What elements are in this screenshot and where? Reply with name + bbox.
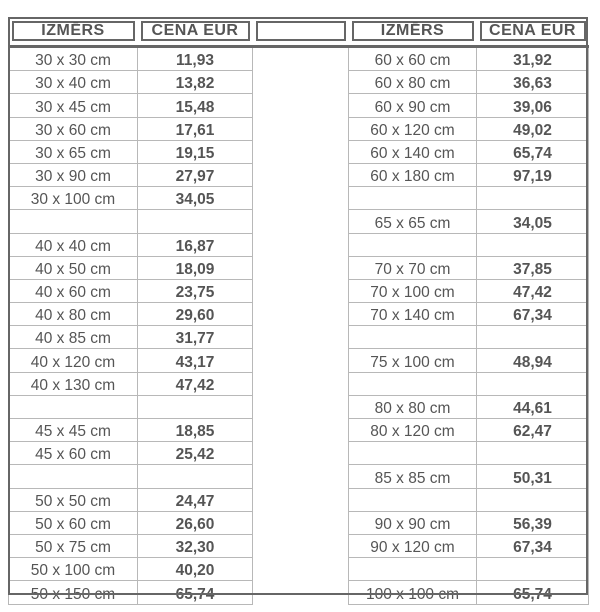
price-cell-right: 31,92 xyxy=(477,47,589,71)
size-cell-left: 40 x 80 cm xyxy=(9,303,138,326)
size-cell-right: 80 x 80 cm xyxy=(349,395,477,418)
price-cell-left: 65,74 xyxy=(138,581,253,604)
size-cell-left: 40 x 85 cm xyxy=(9,326,138,349)
price-cell-left: 40,20 xyxy=(138,558,253,581)
price-cell-right: 39,06 xyxy=(477,94,589,117)
size-cell-left: 50 x 150 cm xyxy=(9,581,138,604)
size-cell-right: 90 x 120 cm xyxy=(349,534,477,557)
price-cell-right: 34,05 xyxy=(477,210,589,233)
price-cell-right: 67,34 xyxy=(477,534,589,557)
size-cell-left: 30 x 45 cm xyxy=(9,94,138,117)
price-cell-left: 29,60 xyxy=(138,303,253,326)
size-cell-right: 65 x 65 cm xyxy=(349,210,477,233)
price-cell-left: 19,15 xyxy=(138,140,253,163)
price-cell-right: 67,34 xyxy=(477,303,589,326)
price-cell-right: 97,19 xyxy=(477,163,589,186)
price-cell-left: 34,05 xyxy=(138,187,253,210)
size-cell-left: 40 x 40 cm xyxy=(9,233,138,256)
price-cell-left: 47,42 xyxy=(138,372,253,395)
size-cell-left: 30 x 60 cm xyxy=(9,117,138,140)
price-cell-left: 26,60 xyxy=(138,511,253,534)
size-cell-right: 60 x 60 cm xyxy=(349,47,477,71)
size-cell-left: 40 x 120 cm xyxy=(9,349,138,372)
size-cell-right: 75 x 100 cm xyxy=(349,349,477,372)
size-cell-left: 30 x 40 cm xyxy=(9,71,138,94)
price-cell-left: 32,30 xyxy=(138,534,253,557)
price-cell-left: 43,17 xyxy=(138,349,253,372)
price-cell-right: 65,74 xyxy=(477,581,589,604)
size-cell-right: 70 x 140 cm xyxy=(349,303,477,326)
price-cell-left: 13,82 xyxy=(138,71,253,94)
header-size-left: IZMĒRS xyxy=(9,17,138,47)
table-frame xyxy=(8,17,588,595)
header-size-right: IZMĒRS xyxy=(349,17,477,47)
price-cell-left: 31,77 xyxy=(138,326,253,349)
size-cell-right: 60 x 180 cm xyxy=(349,163,477,186)
size-cell-right: 85 x 85 cm xyxy=(349,465,477,488)
size-cell-left: 30 x 90 cm xyxy=(9,163,138,186)
size-cell-right: 60 x 140 cm xyxy=(349,140,477,163)
price-cell-right: 47,42 xyxy=(477,279,589,302)
header-price-right: CENA EUR xyxy=(477,17,589,47)
header-price-left: CENA EUR xyxy=(138,17,253,47)
price-cell-right: 56,39 xyxy=(477,511,589,534)
size-cell-right: 70 x 70 cm xyxy=(349,256,477,279)
size-cell-right: 100 x 100 cm xyxy=(349,581,477,604)
size-cell-left: 45 x 45 cm xyxy=(9,419,138,442)
size-cell-left: 30 x 65 cm xyxy=(9,140,138,163)
size-cell-right: 70 x 100 cm xyxy=(349,279,477,302)
size-cell-left: 50 x 60 cm xyxy=(9,511,138,534)
price-cell-right: 62,47 xyxy=(477,419,589,442)
size-cell-left: 40 x 130 cm xyxy=(9,372,138,395)
size-cell-left: 45 x 60 cm xyxy=(9,442,138,465)
price-cell-left: 23,75 xyxy=(138,279,253,302)
size-cell-left: 30 x 30 cm xyxy=(9,47,138,71)
price-cell-right: 49,02 xyxy=(477,117,589,140)
price-cell-right: 37,85 xyxy=(477,256,589,279)
size-cell-left: 50 x 50 cm xyxy=(9,488,138,511)
price-cell-left: 27,97 xyxy=(138,163,253,186)
price-cell-left: 17,61 xyxy=(138,117,253,140)
price-cell-left: 24,47 xyxy=(138,488,253,511)
size-cell-left: 30 x 100 cm xyxy=(9,187,138,210)
price-cell-left: 25,42 xyxy=(138,442,253,465)
price-cell-right: 44,61 xyxy=(477,395,589,418)
size-cell-right: 80 x 120 cm xyxy=(349,419,477,442)
price-cell-left: 18,85 xyxy=(138,419,253,442)
price-cell-left: 15,48 xyxy=(138,94,253,117)
price-cell-right: 65,74 xyxy=(477,140,589,163)
price-cell-right: 50,31 xyxy=(477,465,589,488)
size-cell-left: 40 x 50 cm xyxy=(9,256,138,279)
size-cell-right: 60 x 80 cm xyxy=(349,71,477,94)
price-cell-left: 11,93 xyxy=(138,47,253,71)
price-cell-right: 48,94 xyxy=(477,349,589,372)
size-cell-left: 50 x 100 cm xyxy=(9,558,138,581)
price-cell-left: 18,09 xyxy=(138,256,253,279)
size-cell-right: 60 x 120 cm xyxy=(349,117,477,140)
price-cell-left: 16,87 xyxy=(138,233,253,256)
size-cell-right: 90 x 90 cm xyxy=(349,511,477,534)
price-cell-right: 36,63 xyxy=(477,71,589,94)
size-cell-right: 60 x 90 cm xyxy=(349,94,477,117)
size-cell-left: 40 x 60 cm xyxy=(9,279,138,302)
size-cell-left: 50 x 75 cm xyxy=(9,534,138,557)
